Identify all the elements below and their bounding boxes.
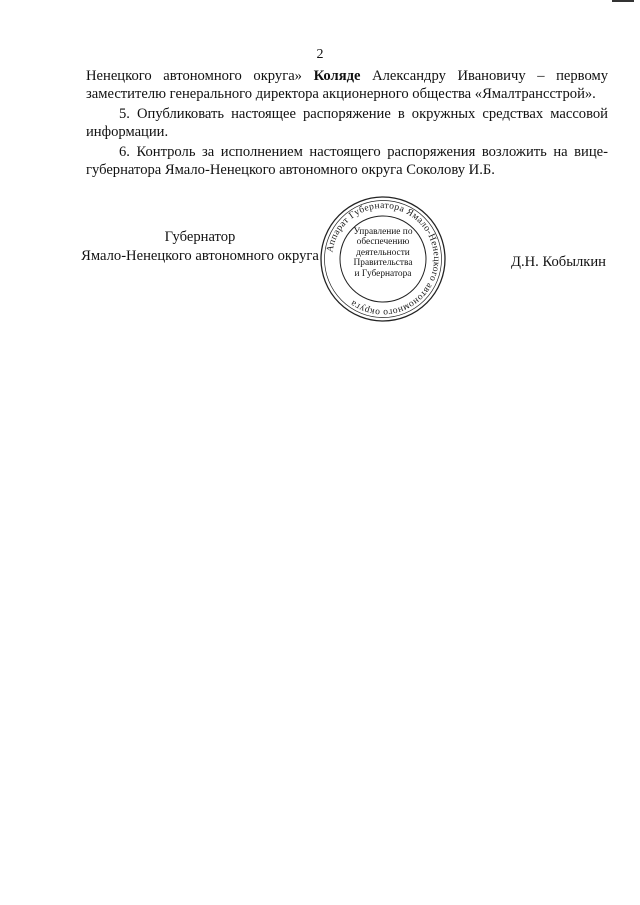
signatory-title-line-1: Губернатор xyxy=(164,229,236,245)
signatory-title-line-2: Ямало-Ненецкого автономного округа xyxy=(81,248,319,264)
continuation-prefix: Ненецкого автономного округа» xyxy=(86,68,302,84)
paragraph-6: 6. Контроль за исполнением настоящего распоряжения возложить на вице-губернатора Ямало-Ненецкого автономного округа Соколову И.Б. xyxy=(86,144,608,178)
signatory-title xyxy=(80,228,320,266)
seal-ring-text: Аппарат Губернатора Ямало-Ненецкого автономного округа xyxy=(325,200,442,318)
seal-line-1: Управление по xyxy=(353,227,413,237)
seal-line-2: обеспечению xyxy=(356,237,410,248)
paragraph-continuation xyxy=(86,68,608,103)
seal-line-4: Правительства xyxy=(353,258,413,269)
seal-center-text xyxy=(345,227,421,279)
seal-line-3: деятельности xyxy=(356,247,410,258)
paragraph-5: 5. Опубликовать настоящее распоряжение в окружных средствах массовой информации. xyxy=(86,106,608,140)
document-body xyxy=(86,68,608,183)
official-seal xyxy=(318,194,448,324)
person-surname: Коляде xyxy=(313,68,361,84)
scan-corner-mark xyxy=(612,0,634,2)
continuation-suffix: Александру Ивановичу – первому заместителю генерального директора акционерного общества «Ямалтрансстрой». xyxy=(86,68,609,102)
page-number: 2 xyxy=(316,47,324,62)
signatory-name: Д.Н. Кобылкин xyxy=(511,254,606,270)
seal-line-5: и Губернатора xyxy=(354,268,412,279)
